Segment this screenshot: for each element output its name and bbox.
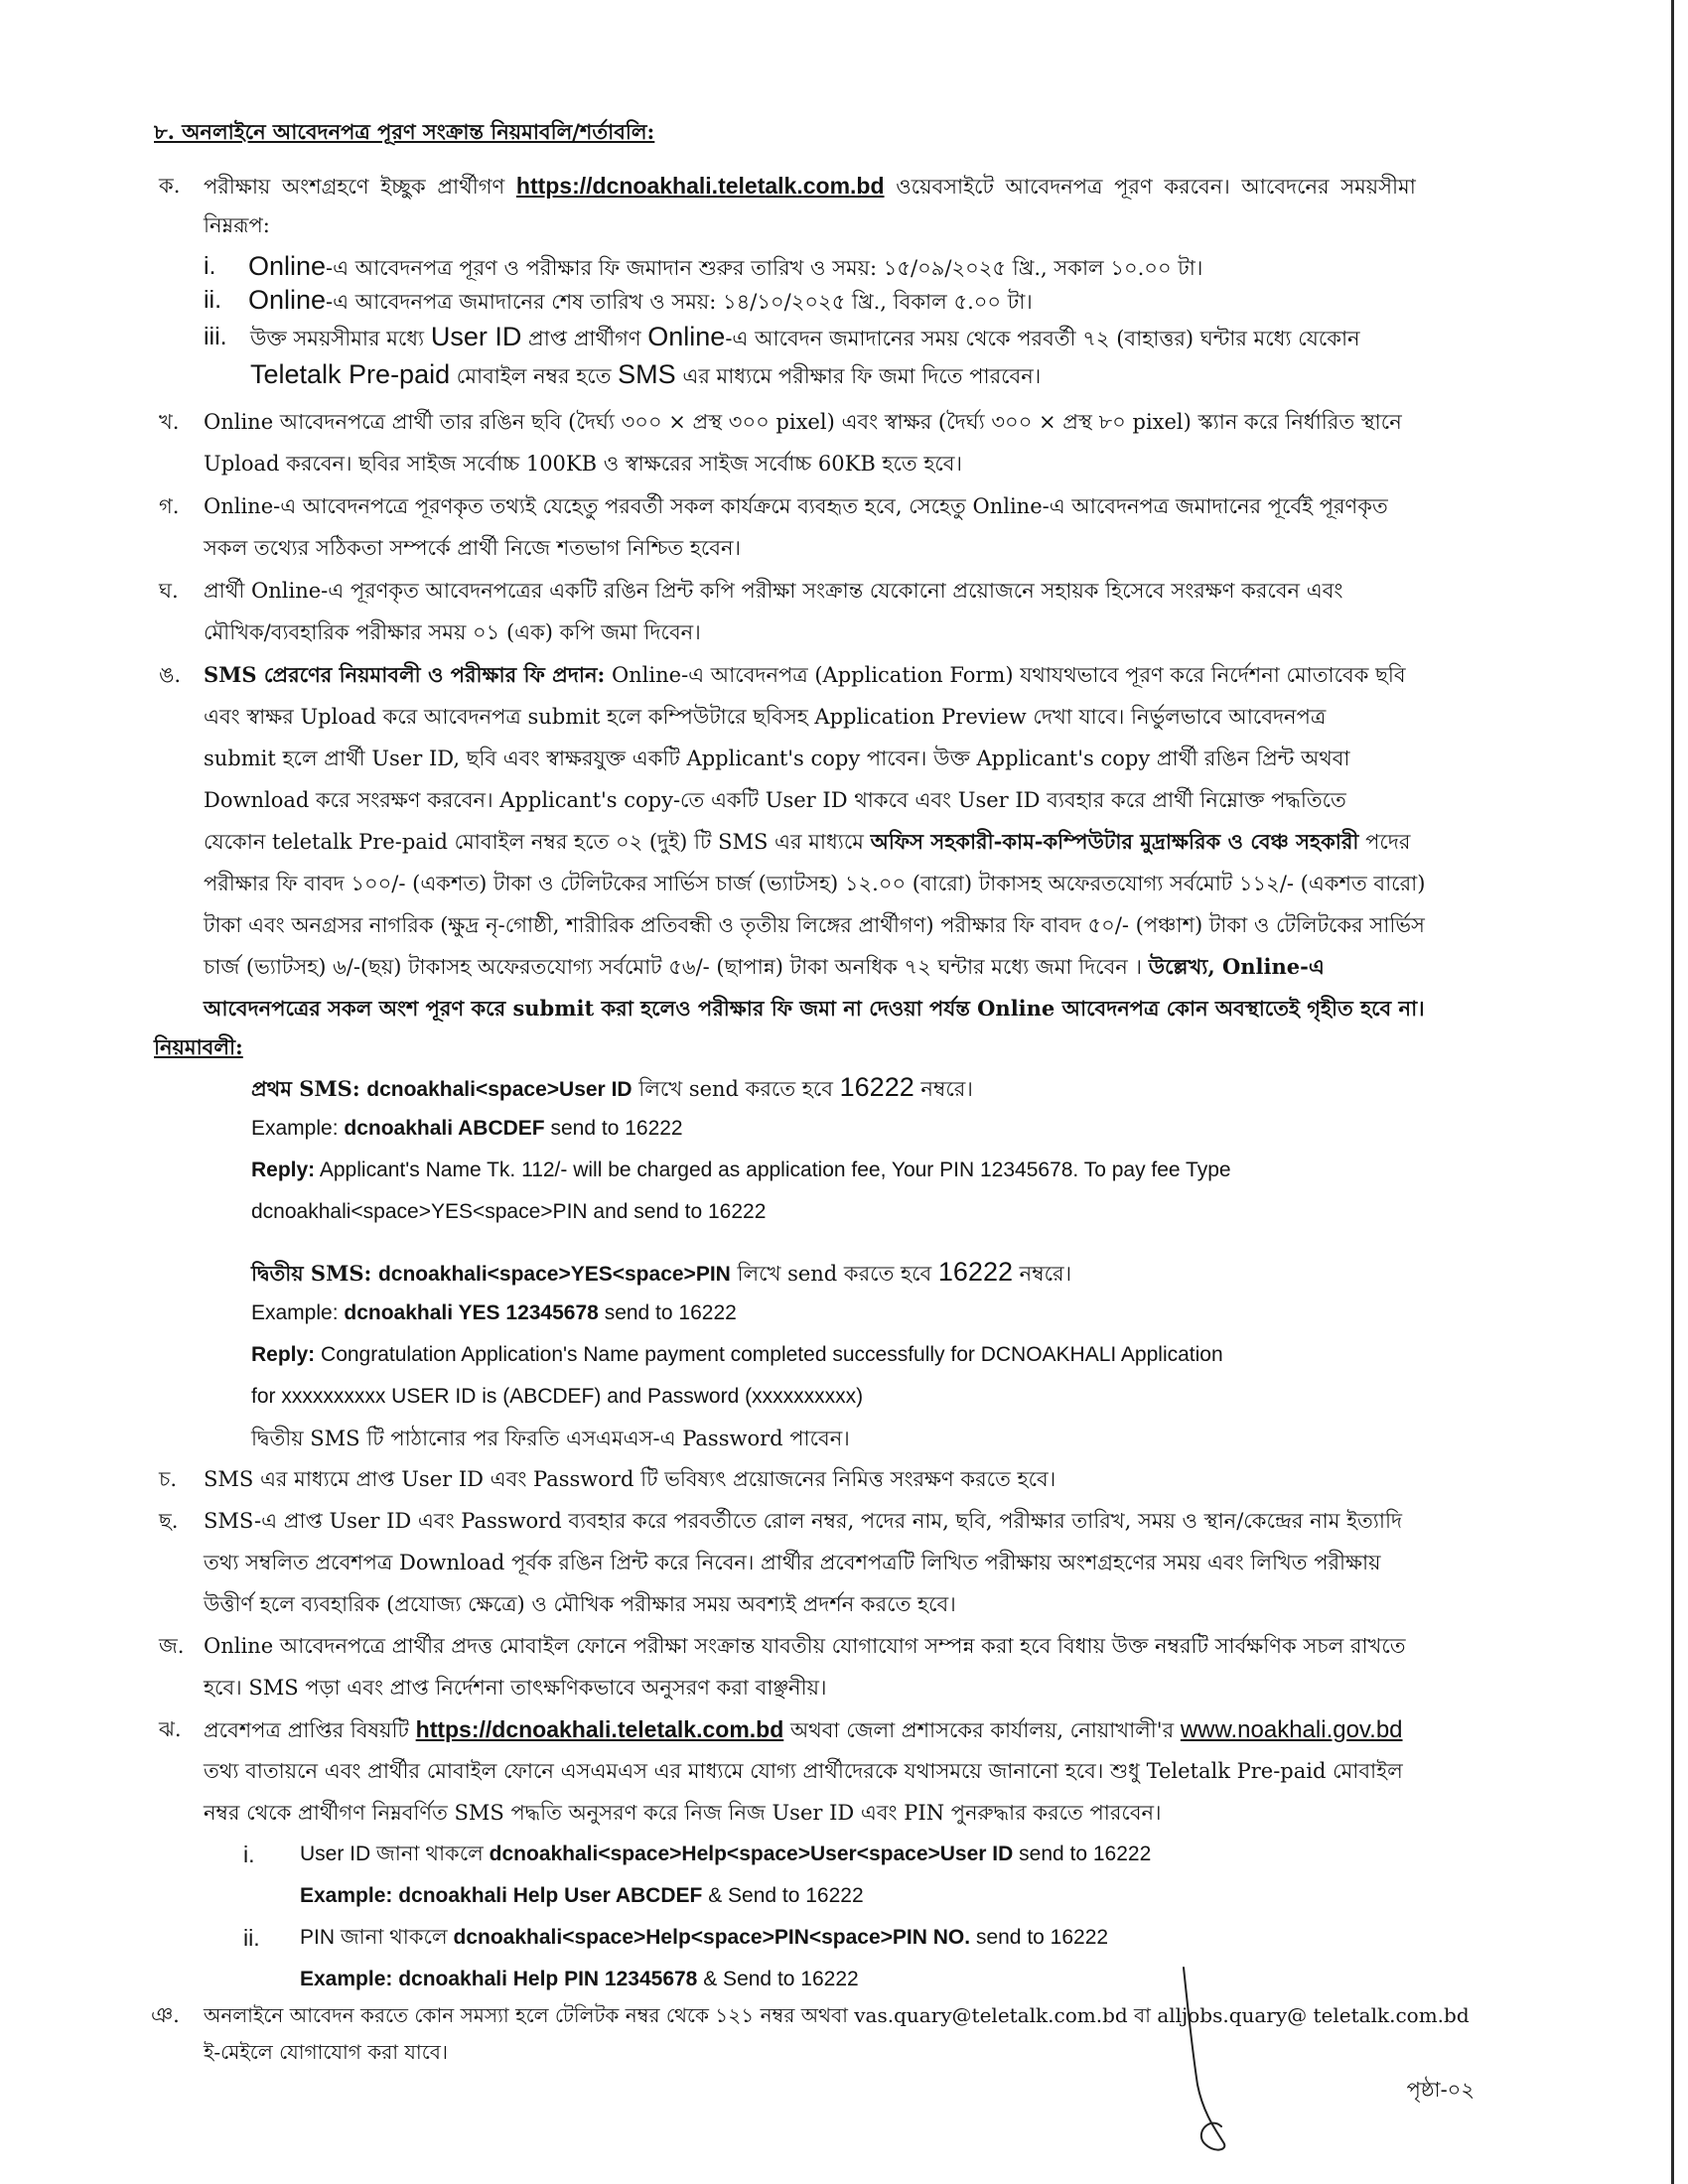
item-nya-line1: অনলাইনে আবেদন করতে কোন সমস্যা হলে টেলিটক নম্বর থেকে ১২১ নম্বর অথবা vas.quary@teletalk.com.bd বা alljobs.quary@ teletalk.com.bd [204,2003,1470,2027]
item-marker-cha: চ. [159,1467,178,1491]
jha-subitem-ii: PIN জানা থাকলে dcnoakhali<space>Help<space>PIN<space>PIN NO. send to 16222 [300,1926,1109,1949]
subitem-i: Online-এ আবেদনপত্র পূরণ ও পরীক্ষার ফি জমাদান শুরুর তারিখ ও সময়: ১৫/০৯/২০২৫ খ্রি., সকাল ১০.০০ টা। [248,251,1203,281]
jha-subitem-i: User ID জানা থাকলে dcnoakhali<space>Help<space>User<space>User ID send to 16222 [300,1843,1152,1865]
first-sms-example: Example: dcnoakhali ABCDEF send to 16222 [251,1117,683,1140]
item-chha-line1: SMS-এ প্রাপ্ত User ID এবং Password ব্যবহার করে পরবর্তীতে রোল নম্বর, পদের নাম, ছবি, পরীক্ষার তারিখ, সময় ও স্থান/কেন্দ্রের নাম ইত্যাদি [204,1509,1403,1533]
item-chha-line3: উত্তীর্ণ হলে ব্যবহারিক (প্রযোজ্য ক্ষেত্রে) ও মৌখিক পরীক্ষার সময় অবশ্যই প্রদর্শন করতে হবে। [204,1592,956,1616]
item-marker-nya: ঞ. [151,2003,180,2027]
item-ga-line1: Online-এ আবেদনপত্রে পূরণকৃত তথ্যই যেহেতু পরবর্তী সকল কার্যক্রমে ব্যবহৃত হবে, সেহেতু Online-এ আবেদনপত্র জমাদানের পূর্বেই পূরণকৃত [204,494,1388,518]
item-marker-ga: গ. [159,494,180,518]
item-kha-line1: Online আবেদনপত্রে প্রার্থী তার রঙিন ছবি (দৈর্ঘ্য ৩০০ × প্রস্থ ৩০০ pixel) এবং স্বাক্ষর (দৈর্ঘ্য ৩০০ × প্রস্থ ৮০ pixel) স্ক্যান করে নির্ধারিত স্থানে [204,410,1402,434]
item-uma-line1: SMS প্রেরণের নিয়মাবলী ও পরীক্ষার ফি প্রদান: Online-এ আবেদনপত্র (Application Form) যথাযথভাবে পূরণ করে নির্দেশনা মোতাবেক ছবি [204,662,1406,687]
item-marker-chha: ছ. [159,1509,179,1533]
subitem-marker-ii: ii. [204,286,222,314]
item-jha-line1: প্রবেশপত্র প্রাপ্তির বিষয়টি https://dcnoakhali.teletalk.com.bd অথবা জেলা প্রশাসকের কার্যালয়, নোয়াখালী'র www.noakhali.gov.bd [204,1716,1403,1743]
item-uma-line3: submit হলে প্রার্থী User ID, ছবি এবং স্বাক্ষরযুক্ত একটি Applicant's copy পাবেন। উক্ত Applicant's copy প্রার্থী রঙিন প্রিন্ট অথবা [204,747,1350,770]
rules-title: নিয়মাবলী: [154,1034,243,1059]
second-sms-line: দ্বিতীয় SMS: dcnoakhali<space>YES<space>PIN লিখে send করতে হবে 16222 নম্বরে। [251,1257,1072,1287]
item-ja-line1: Online আবেদনপত্রে প্রার্থীর প্রদত্ত মোবাইল ফোনে পরীক্ষা সংক্রান্ত যাবতীয় যোগাযোগ সম্পন্ন করা হবে বিধায় উক্ত নম্বরটি সার্বক্ষণিক সচল রাখতে [204,1634,1406,1658]
item-ka-line1: পরীক্ষায় অংশগ্রহণে ইচ্ছুক প্রার্থীগণ https://dcnoakhali.teletalk.com.bd ওয়েবসাইটে আবেদনপত্র পূরণ করবেন। আবেদনের সময়সীমা [204,173,1416,199]
subitem-iii-line1: উক্ত সময়সীমার মধ্যে User ID প্রাপ্ত প্রার্থীগণ Online-এ আবেদন জমাদানের সময় থেকে পরবর্তী ৭২ (বাহাত্তর) ঘন্টার মধ্যে যেকোন [250,322,1360,351]
jha-subitem-i-example: Example: dcnoakhali Help User ABCDEF & Send to 16222 [300,1884,864,1907]
second-sms-reply-line2: for xxxxxxxxxx USER ID is (ABCDEF) and Password (xxxxxxxxxx) [251,1385,864,1408]
jha-subitem-marker-ii: ii. [243,1925,260,1951]
teletalk-link[interactable]: https://dcnoakhali.teletalk.com.bd [515,173,885,199]
item-gha-line2: মৌখিক/ব্যবহারিক পরীক্ষার সময় ০১ (এক) কপি জমা দিবেন। [204,620,701,644]
second-sms-example: Example: dcnoakhali YES 12345678 send to 16222 [251,1301,737,1324]
item-marker-jha: ঝ. [159,1717,182,1741]
item-marker-gha: ঘ. [159,579,179,603]
item-cha-line1: SMS এর মাধ্যমে প্রাপ্ত User ID এবং Password টি ভবিষ্যৎ প্রয়োজনের নিমিত্ত সংরক্ষণ করতে হবে। [204,1467,1056,1491]
teletalk-link-2[interactable]: https://dcnoakhali.teletalk.com.bd [415,1716,784,1742]
subitem-ii: Online-এ আবেদনপত্র জমাদানের শেষ তারিখ ও সময়: ১৪/১০/২০২৫ খ্রি., বিকাল ৫.০০ টা। [248,285,1033,315]
item-uma-line4: Download করে সংরক্ষণ করবেন। Applicant's copy-তে একটি User ID থাকবে এবং User ID ব্যবহার করে প্রার্থী নিম্নোক্ত পদ্ধতিতে [204,788,1346,812]
item-uma-line2: এবং স্বাক্ষর Upload করে আবেদনপত্র submit হলে কম্পিউটারে ছবিসহ Application Preview দেখা যাবে। নির্ভুলভাবে আবেদনপত্র [204,705,1327,729]
item-marker-kha: খ. [159,410,180,434]
item-kha-line2: Upload করবেন। ছবির সাইজ সর্বোচ্চ 100KB ও স্বাক্ষরের সাইজ সর্বোচ্চ 60KB হতে হবে। [204,452,962,476]
item-nya-line2: ই-মেইলে যোগাযোগ করা যাবে। [204,2040,449,2064]
scan-edge [1671,0,1674,2184]
item-marker-uma: ঙ. [159,663,182,687]
subitem-marker-iii: iii. [204,323,227,350]
second-sms-reply-line1: Reply: Congratulation Application's Name payment completed successfully for DCNOAKHALI Application [251,1343,1223,1366]
item-uma-line5: যেকোন teletalk Pre-paid মোবাইল নম্বর হতে ০২ (দুই) টি SMS এর মাধ্যমে অফিস সহকারী-কাম-কম্পিউটার মুদ্রাক্ষরিক ও বেঞ্চ সহকারী পদের [204,829,1411,854]
item-marker-ka: ক. [159,174,181,198]
second-sms-reply-line3: দ্বিতীয় SMS টি পাঠানোর পর ফিরতি এসএমএস-এ Password পাবেন। [251,1427,850,1450]
section-heading: ৮. অনলাইনে আবেদনপত্র পূরণ সংক্রান্ত নিয়মাবলি/শর্তাবলি: [154,119,655,144]
item-gha-line1: প্রার্থী Online-এ পূরণকৃত আবেদনপত্রের একটি রঙিন প্রিন্ট কপি পরীক্ষা সংক্রান্ত যেকোনো প্রয়োজনে সহায়ক হিসেবে সংরক্ষণ করবেন এবং [204,579,1343,603]
first-sms-reply-line1: Reply: Applicant's Name Tk. 112/- will be charged as application fee, Your PIN 12345678. To pay fee Type [251,1159,1231,1181]
item-chha-line2: তথ্য সম্বলিত প্রবেশপত্র Download পূর্বক রঙিন প্রিন্ট করে নিবেন। প্রার্থীর প্রবেশপত্রটি লিখিত পরীক্ষায় অংশগ্রহণের সময় এবং লিখিত পরীক্ষায় [204,1551,1381,1574]
item-ka-line2: নিম্নরূপ: [204,213,270,237]
item-uma-line6: পরীক্ষার ফি বাবদ ১০০/- (একশত) টাকা ও টেলিটকের সার্ভিস চার্জ (ভ্যাটসহ) ১২.০০ (বারো) টাকাসহ অফেরতযোগ্য সর্বমোট ১১২/- (একশত বারো) [204,872,1426,895]
jha-subitem-marker-i: i. [243,1842,255,1867]
jha-subitem-ii-example: Example: dcnoakhali Help PIN 12345678 & Send to 16222 [300,1968,859,1990]
subitem-marker-i: i. [204,252,216,280]
item-uma-line8: চার্জ (ভ্যাটসহ) ৬/-(ছয়) টাকাসহ অফেরতযোগ্য সর্বমোট ৫৬/- (ছাপান্ন) টাকা অনধিক ৭২ ঘন্টার মধ্যে জমা দিবেন । উল্লেখ্য, Online-এ [204,954,1325,979]
item-uma-line9: আবেদনপত্রের সকল অংশ পূরণ করে submit করা হলেও পরীক্ষার ফি জমা না দেওয়া পর্যন্ত Online আবেদনপত্র কোন অবস্থাতেই গৃহীত হবে না। [204,996,1425,1021]
item-ga-line2: সকল তথ্যের সঠিকতা সম্পর্কে প্রার্থী নিজে শতভাগ নিশ্চিত হবেন। [204,536,742,560]
first-sms-line: প্রথম SMS: dcnoakhali<space>User ID লিখে send করতে হবে 16222 নম্বরে। [251,1072,973,1102]
first-sms-reply-line2: dcnoakhali<space>YES<space>PIN and send to 16222 [251,1200,767,1223]
item-jha-line2: তথ্য বাতায়নে এবং প্রার্থীর মোবাইল ফোনে এসএমএস এর মাধ্যমে যোগ্য প্রার্থীদেরকে যথাসময়ে জানানো হবে। শুধু Teletalk Pre-paid মোবাইল [204,1759,1403,1783]
item-jha-line3: নম্বর থেকে প্রার্থীগণ নিম্নবর্ণিত SMS পদ্ধতি অনুসরণ করে নিজ নিজ User ID এবং PIN পুনরুদ্ধার করতে পারবেন। [204,1801,1162,1825]
noakhali-gov-link[interactable]: www.noakhali.gov.bd [1180,1716,1403,1743]
item-marker-ja: জ. [159,1634,185,1658]
item-uma-line7: টাকা এবং অনগ্রসর নাগরিক (ক্ষুদ্র নৃ-গোষ্ঠী, শারীরিক প্রতিবন্ধী ও তৃতীয় লিঙ্গের প্রার্থীগণ) পরীক্ষার ফি বাবদ ৫০/- (পঞ্চাশ) টাকা ও টেলিটকের সার্ভিস [204,913,1425,937]
item-ja-line2: হবে। SMS পড়া এবং প্রাপ্ত নির্দেশনা তাৎক্ষণিকভাবে অনুসরণ করা বাঞ্ছনীয়। [204,1676,827,1700]
subitem-iii-line2: Teletalk Pre-paid মোবাইল নম্বর হতে SMS এর মাধ্যমে পরীক্ষার ফি জমা দিতে পারবেন। [250,359,1042,389]
handwritten-signature [1152,1966,1241,2154]
page-number: পৃষ্ঠা-০২ [1406,2078,1475,2102]
